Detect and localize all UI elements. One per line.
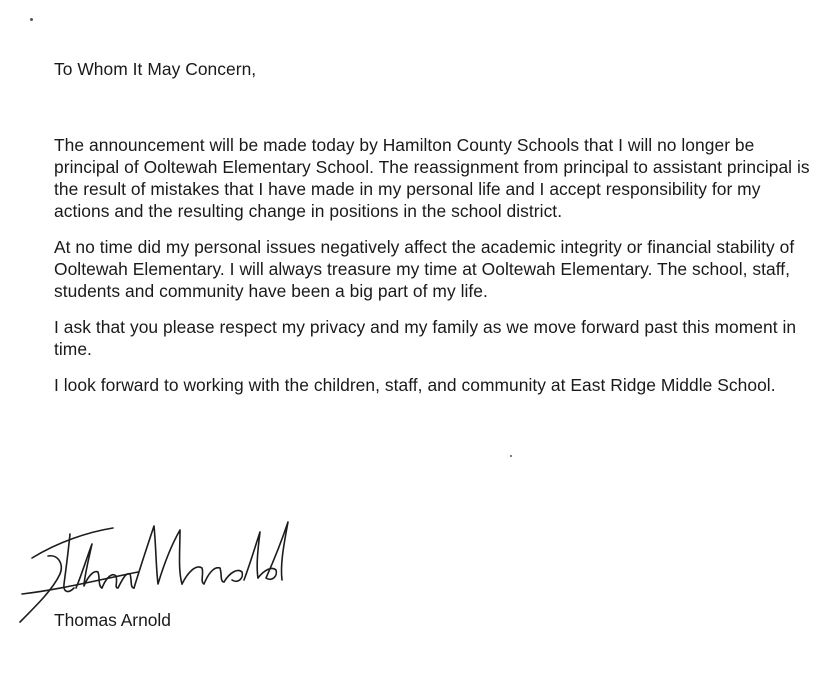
paragraph-announcement: The announcement will be made today by Hamilton County Schools that I will no longer be principal of Ooltewah Elementary School. The reassignment from principal to assistant principal is the result of mistakes that I have made in my personal life and I accept responsibility for my actions and the resulting change in positions in the school district.	[54, 135, 810, 221]
salutation: To Whom It May Concern,	[54, 59, 257, 79]
paragraph-looking-forward: I look forward to working with the children, staff, and community at East Ridge Middle School.	[54, 375, 776, 395]
paragraph-privacy: I ask that you please respect my privacy and my family as we move forward past this moment in time.	[54, 317, 797, 359]
handwritten-signature	[18, 514, 318, 624]
scan-speck	[510, 455, 512, 457]
paragraph-integrity: At no time did my personal issues negatively affect the academic integrity or financial stability of Ooltewah Elementary. I will always treasure my time at Ooltewah Elementary. The school, staff, students and community have been a big part of my life.	[54, 237, 795, 301]
letter-body	[54, 58, 814, 396]
scan-speck	[30, 18, 33, 21]
signer-name: Thomas Arnold	[54, 610, 171, 630]
